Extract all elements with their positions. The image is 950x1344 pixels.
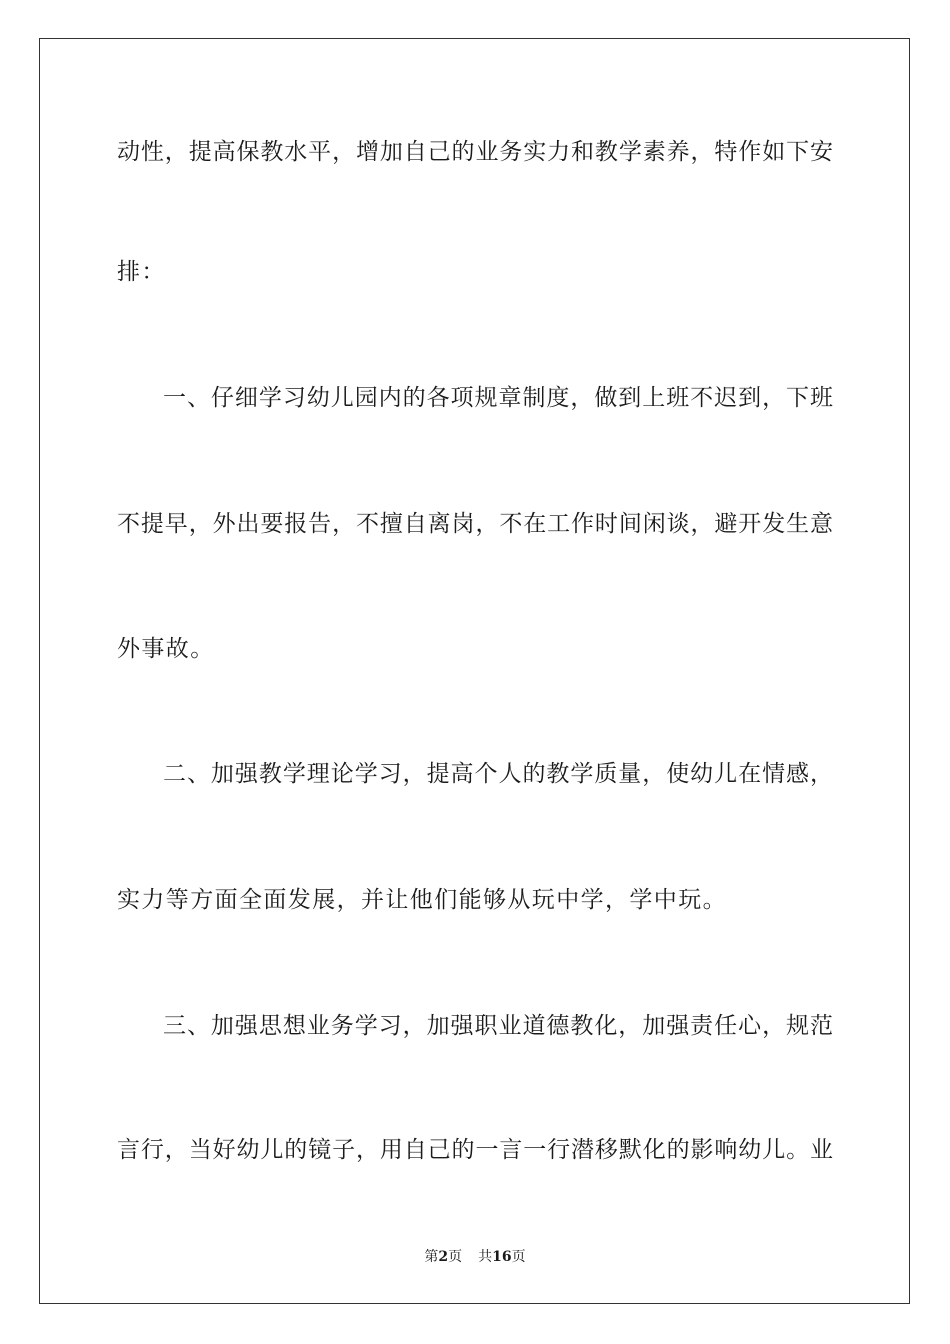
body-text-line: 三、加强思想业务学习，加强职业道德教化，加强责任心，规范 — [163, 1013, 833, 1039]
body-text-line: 言行，当好幼儿的镜子，用自己的一言一行潜移默化的影响幼儿。业 — [117, 1137, 833, 1163]
body-text-line: 动性，提高保教水平，增加自己的业务实力和教学素养，特作如下安 — [117, 139, 833, 165]
body-text-line: 不提早，外出要报告，不擅自离岗，不在工作时间闲谈，避开发生意 — [117, 511, 833, 537]
body-text-line: 排： — [117, 259, 166, 285]
body-text-line: 外事故。 — [117, 636, 215, 662]
body-text-line: 一、仔细学习幼儿园内的各项规章制度，做到上班不迟到，下班 — [163, 385, 833, 411]
page-footer — [0, 1248, 950, 1266]
page-indicator: 第2页 — [424, 1249, 463, 1265]
body-text-line: 实力等方面全面发展，并让他们能够从玩中学，学中玩。 — [117, 887, 727, 913]
total-page-count: 16 — [492, 1249, 512, 1265]
page-border — [39, 38, 910, 1304]
current-page-number: 2 — [438, 1249, 449, 1265]
total-pages-indicator: 共16页 — [478, 1249, 526, 1265]
body-text-line: 二、加强教学理论学习，提高个人的教学质量，使幼儿在情感， — [163, 761, 833, 787]
